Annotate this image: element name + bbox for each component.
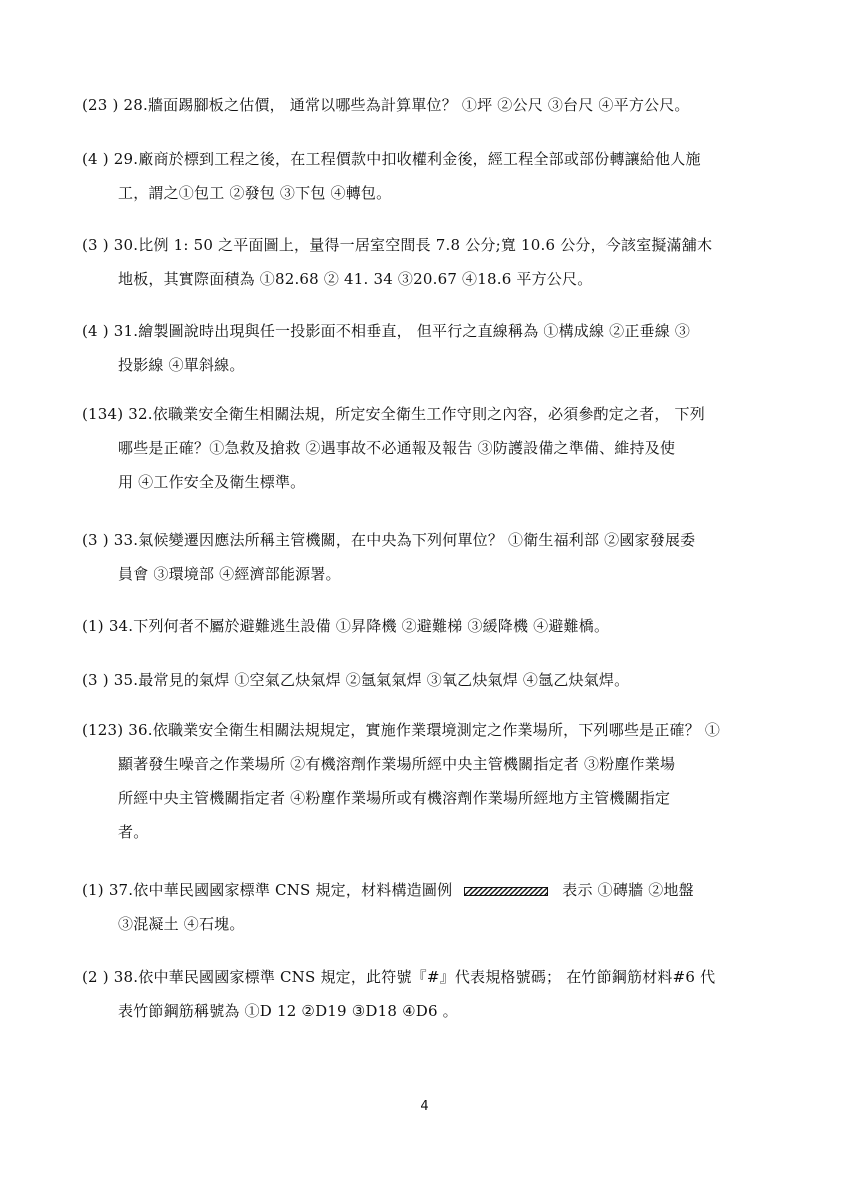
question-36-line-3: 所經中央主管機關指定者 ④粉塵作業場所或有機溶劑作業場所經地方主管機關指定 — [118, 789, 671, 807]
question-33 — [82, 523, 772, 591]
question-29-line-2: 工，謂之①包工 ②發包 ③下包 ④轉包。 — [118, 184, 392, 202]
question-29-line-1: (4 ) 29.廠商於標到工程之後，在工程價款中扣收權利金後，經工程全部或部份轉讓給他人施 — [82, 150, 701, 168]
question-30-line-2: 地板，其實際面積為 ①82.68 ② 41. 34 ③20.67 ④18.6 平方公尺。 — [118, 270, 593, 288]
question-31-line-1: (4 ) 31.繪製圖說時出現與任一投影面不相垂直， 但平行之直線稱為 ①構成線 ②正垂線 ③ — [82, 322, 691, 340]
question-32 — [82, 397, 772, 499]
question-36-line-2: 顯著發生噪音之作業場所 ②有機溶劑作業場所經中央主管機關指定者 ③粉塵作業場 — [118, 755, 676, 773]
question-37-text-before: (1) 37.依中華民國國家標準 CNS 規定，材料構造圖例 — [82, 881, 453, 899]
question-37-text-after: 表示 ①磚牆 ②地盤 — [562, 881, 694, 899]
question-33-line-1: (3 ) 33.氣候變遷因應法所稱主管機關，在中央為下列何單位？ ①衛生福利部 ②國家發展委 — [82, 531, 696, 549]
question-32-line-2: 哪些是正確？①急救及搶救 ②遇事故不必通報及報告 ③防護設備之準備、維持及使 — [118, 439, 676, 457]
question-28 — [82, 88, 772, 122]
question-32-line-1: (134) 32.依職業安全衛生相關法規，所定安全衛生工作守則之內容，必須參酌定之者， 下列 — [82, 405, 705, 423]
question-29 — [82, 142, 772, 210]
question-37 — [82, 873, 772, 941]
question-38-line-1: (2 ) 38.依中華民國國家標準 CNS 規定，此符號『#』代表規格號碼； 在竹節鋼筋材料#6 代 — [82, 968, 716, 986]
question-35 — [82, 663, 772, 697]
question-35-line-1: (3 ) 35.最常見的氣焊 ①空氣乙炔氣焊 ②氬氣氣焊 ③氧乙炔氣焊 ④氬乙炔氣焊。 — [82, 671, 630, 689]
question-37-line-2: ③混凝土 ④石塊。 — [118, 915, 245, 933]
question-37-line-1 — [82, 873, 772, 907]
question-36-line-4: 者。 — [118, 823, 149, 841]
question-30-line-1: (3 ) 30.比例 1: 50 之平面圖上，量得一居室空間長 7.8 公分;寬 10.6 公分，今該室擬滿舖木 — [82, 236, 713, 254]
question-36 — [82, 713, 772, 849]
question-32-line-3: 用 ④工作安全及衛生標準。 — [118, 473, 306, 491]
question-31-line-2: 投影線 ④單斜線。 — [118, 356, 245, 374]
question-33-line-2: 員會 ③環境部 ④經濟部能源署。 — [118, 565, 341, 583]
question-38 — [82, 960, 772, 1028]
question-28-line-1: (23 ) 28.牆面踢腳板之估價， 通常以哪些為計算單位？ ①坪 ②公尺 ③台尺 ④平方公尺。 — [82, 96, 690, 114]
question-31 — [82, 314, 772, 382]
page-number: 4 — [420, 1099, 429, 1114]
question-38-line-2: 表竹節鋼筋稱號為 ①D 12 ②D19 ③D18 ④D6 。 — [118, 1002, 458, 1020]
question-30 — [82, 228, 772, 296]
question-34-line-1: (1) 34.下列何者不屬於避難逃生設備 ①昇降機 ②避難梯 ③緩降機 ④避難橋。 — [82, 617, 610, 635]
material-hatch-symbol-icon — [464, 887, 548, 896]
question-36-line-1: (123) 36.依職業安全衛生相關法規規定，實施作業環境測定之作業場所，下列哪些是正確？ ① — [82, 721, 721, 739]
question-34 — [82, 609, 772, 643]
